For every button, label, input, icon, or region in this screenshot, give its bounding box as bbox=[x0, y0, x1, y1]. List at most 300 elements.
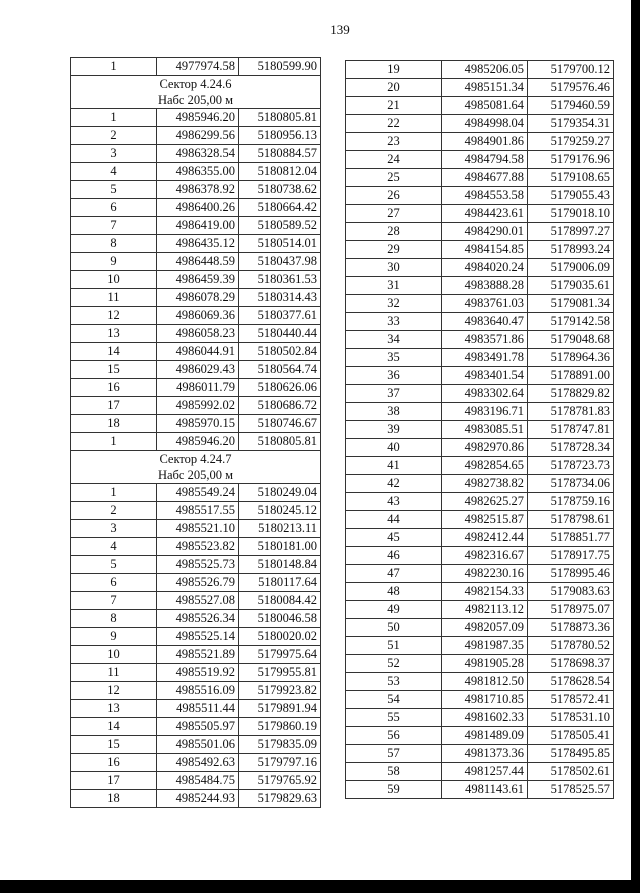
coordinate-y: 5178525.57 bbox=[528, 781, 614, 799]
coordinate-y: 5178873.36 bbox=[528, 619, 614, 637]
table-row bbox=[346, 313, 614, 331]
table-row bbox=[71, 145, 321, 163]
table-row bbox=[71, 289, 321, 307]
table-row bbox=[346, 601, 614, 619]
table-row bbox=[71, 217, 321, 235]
coordinate-y: 5180686.72 bbox=[239, 397, 321, 415]
point-number: 5 bbox=[71, 556, 157, 574]
table-row bbox=[346, 115, 614, 133]
table-row bbox=[71, 754, 321, 772]
point-number: 7 bbox=[71, 217, 157, 235]
coordinate-x: 4983640.47 bbox=[442, 313, 528, 331]
sector-header-row bbox=[71, 451, 321, 484]
table-row bbox=[346, 151, 614, 169]
table-row bbox=[71, 736, 321, 754]
coordinate-x: 4983761.03 bbox=[442, 295, 528, 313]
coordinate-y: 5178917.75 bbox=[528, 547, 614, 565]
coordinate-y: 5179829.63 bbox=[239, 790, 321, 808]
coordinate-y: 5178964.36 bbox=[528, 349, 614, 367]
point-number: 12 bbox=[71, 682, 157, 700]
table-row bbox=[346, 565, 614, 583]
coordinate-x: 4982412.44 bbox=[442, 529, 528, 547]
point-number: 47 bbox=[346, 565, 442, 583]
coordinate-y: 5180437.98 bbox=[239, 253, 321, 271]
point-number: 12 bbox=[71, 307, 157, 325]
coordinate-y: 5178628.54 bbox=[528, 673, 614, 691]
coordinate-y: 5180564.74 bbox=[239, 361, 321, 379]
coordinate-x: 4984794.58 bbox=[442, 151, 528, 169]
coordinate-y: 5178698.37 bbox=[528, 655, 614, 673]
coordinate-y: 5179955.81 bbox=[239, 664, 321, 682]
coordinate-x: 4984677.88 bbox=[442, 169, 528, 187]
coordinate-x: 4982154.33 bbox=[442, 583, 528, 601]
table-row bbox=[71, 700, 321, 718]
table-row bbox=[346, 133, 614, 151]
coordinate-x: 4986011.79 bbox=[157, 379, 239, 397]
coordinates-table-right bbox=[345, 60, 614, 799]
coordinate-y: 5179700.12 bbox=[528, 61, 614, 79]
coordinate-y: 5179576.46 bbox=[528, 79, 614, 97]
point-number: 17 bbox=[71, 397, 157, 415]
coordinate-y: 5179923.82 bbox=[239, 682, 321, 700]
table-row bbox=[346, 241, 614, 259]
point-number: 1 bbox=[71, 58, 157, 76]
coordinate-y: 5180738.62 bbox=[239, 181, 321, 199]
coordinate-y: 5179081.34 bbox=[528, 295, 614, 313]
table-row bbox=[71, 343, 321, 361]
coordinate-y: 5178891.00 bbox=[528, 367, 614, 385]
coordinate-x: 4983401.54 bbox=[442, 367, 528, 385]
point-number: 10 bbox=[71, 646, 157, 664]
table-row bbox=[346, 295, 614, 313]
coordinate-y: 5178781.83 bbox=[528, 403, 614, 421]
coordinate-x: 4981373.36 bbox=[442, 745, 528, 763]
point-number: 1 bbox=[71, 484, 157, 502]
table-row bbox=[346, 367, 614, 385]
table-row bbox=[71, 109, 321, 127]
coordinate-y: 5180812.04 bbox=[239, 163, 321, 181]
point-number: 55 bbox=[346, 709, 442, 727]
coordinate-x: 4985081.64 bbox=[442, 97, 528, 115]
coordinate-x: 4984423.61 bbox=[442, 205, 528, 223]
coordinate-y: 5180956.13 bbox=[239, 127, 321, 145]
coordinate-y: 5180502.84 bbox=[239, 343, 321, 361]
coordinate-y: 5178723.73 bbox=[528, 457, 614, 475]
coordinate-y: 5179176.96 bbox=[528, 151, 614, 169]
coordinate-x: 4985511.44 bbox=[157, 700, 239, 718]
point-number: 38 bbox=[346, 403, 442, 421]
point-number: 32 bbox=[346, 295, 442, 313]
point-number: 15 bbox=[71, 361, 157, 379]
table-row bbox=[346, 349, 614, 367]
point-number: 37 bbox=[346, 385, 442, 403]
coordinate-y: 5180117.64 bbox=[239, 574, 321, 592]
coordinate-y: 5179975.64 bbox=[239, 646, 321, 664]
table-row bbox=[346, 187, 614, 205]
point-number: 8 bbox=[71, 610, 157, 628]
coordinate-x: 4982970.86 bbox=[442, 439, 528, 457]
coordinate-y: 5180805.81 bbox=[239, 433, 321, 451]
coordinate-y: 5180361.53 bbox=[239, 271, 321, 289]
coordinate-x: 4986328.54 bbox=[157, 145, 239, 163]
coordinate-y: 5178780.52 bbox=[528, 637, 614, 655]
table-row bbox=[71, 718, 321, 736]
point-number: 7 bbox=[71, 592, 157, 610]
table-row bbox=[346, 547, 614, 565]
coordinate-y: 5180377.61 bbox=[239, 307, 321, 325]
coordinate-y: 5178728.34 bbox=[528, 439, 614, 457]
table-row bbox=[346, 745, 614, 763]
coordinate-y: 5178798.61 bbox=[528, 511, 614, 529]
coordinate-x: 4983085.51 bbox=[442, 421, 528, 439]
table-row bbox=[346, 79, 614, 97]
point-number: 23 bbox=[346, 133, 442, 151]
table-row bbox=[71, 484, 321, 502]
coordinate-y: 5179765.92 bbox=[239, 772, 321, 790]
coordinate-y: 5179108.65 bbox=[528, 169, 614, 187]
page-number: 139 bbox=[330, 22, 350, 37]
point-number: 18 bbox=[71, 415, 157, 433]
coordinate-y: 5180181.00 bbox=[239, 538, 321, 556]
point-number: 6 bbox=[71, 199, 157, 217]
coordinate-x: 4984901.86 bbox=[442, 133, 528, 151]
table-row bbox=[71, 610, 321, 628]
table-row bbox=[71, 235, 321, 253]
sector-elevation: Набс 205,00 м bbox=[157, 93, 234, 107]
point-number: 35 bbox=[346, 349, 442, 367]
coordinate-y: 5180249.04 bbox=[239, 484, 321, 502]
coordinate-y: 5180314.43 bbox=[239, 289, 321, 307]
coordinate-y: 5178993.24 bbox=[528, 241, 614, 259]
coordinate-y: 5180148.84 bbox=[239, 556, 321, 574]
coordinate-y: 5180589.52 bbox=[239, 217, 321, 235]
coordinate-y: 5179055.43 bbox=[528, 187, 614, 205]
coordinate-x: 4985992.02 bbox=[157, 397, 239, 415]
coordinate-y: 5179354.31 bbox=[528, 115, 614, 133]
point-number: 42 bbox=[346, 475, 442, 493]
coordinate-y: 5178997.27 bbox=[528, 223, 614, 241]
coordinate-y: 5179018.10 bbox=[528, 205, 614, 223]
point-number: 14 bbox=[71, 343, 157, 361]
point-number: 9 bbox=[71, 628, 157, 646]
coordinate-x: 4982515.87 bbox=[442, 511, 528, 529]
point-number: 9 bbox=[71, 253, 157, 271]
coordinate-x: 4981905.28 bbox=[442, 655, 528, 673]
point-number: 1 bbox=[71, 109, 157, 127]
sector-title: Сектор 4.24.6 bbox=[159, 77, 232, 91]
sector-elevation: Набс 205,00 м bbox=[157, 468, 234, 482]
table-row bbox=[71, 433, 321, 451]
table-row bbox=[71, 271, 321, 289]
table-row bbox=[71, 646, 321, 664]
coordinate-y: 5179460.59 bbox=[528, 97, 614, 115]
coordinate-x: 4984290.01 bbox=[442, 223, 528, 241]
point-number: 50 bbox=[346, 619, 442, 637]
coordinate-x: 4982316.67 bbox=[442, 547, 528, 565]
coordinate-x: 4985523.82 bbox=[157, 538, 239, 556]
coordinate-y: 5179006.09 bbox=[528, 259, 614, 277]
table-row bbox=[346, 97, 614, 115]
point-number: 25 bbox=[346, 169, 442, 187]
table-row bbox=[71, 574, 321, 592]
coordinate-y: 5180440.44 bbox=[239, 325, 321, 343]
point-number: 13 bbox=[71, 325, 157, 343]
point-number: 57 bbox=[346, 745, 442, 763]
coordinate-x: 4984998.04 bbox=[442, 115, 528, 133]
point-number: 26 bbox=[346, 187, 442, 205]
coordinate-y: 5180884.57 bbox=[239, 145, 321, 163]
point-number: 46 bbox=[346, 547, 442, 565]
coordinate-y: 5179860.19 bbox=[239, 718, 321, 736]
point-number: 18 bbox=[71, 790, 157, 808]
coordinate-x: 4985946.20 bbox=[157, 433, 239, 451]
table-row bbox=[346, 637, 614, 655]
coordinate-x: 4977974.58 bbox=[157, 58, 239, 76]
point-number: 21 bbox=[346, 97, 442, 115]
coordinate-y: 5178851.77 bbox=[528, 529, 614, 547]
point-number: 4 bbox=[71, 163, 157, 181]
coordinate-x: 4986419.00 bbox=[157, 217, 239, 235]
coordinate-x: 4981143.61 bbox=[442, 781, 528, 799]
table-row bbox=[346, 385, 614, 403]
coordinate-x: 4986355.00 bbox=[157, 163, 239, 181]
table-row bbox=[71, 790, 321, 808]
point-number: 39 bbox=[346, 421, 442, 439]
table-row bbox=[71, 199, 321, 217]
coordinate-x: 4986400.26 bbox=[157, 199, 239, 217]
coordinate-y: 5179083.63 bbox=[528, 583, 614, 601]
point-number: 36 bbox=[346, 367, 442, 385]
coordinate-x: 4986044.91 bbox=[157, 343, 239, 361]
coordinate-x: 4982113.12 bbox=[442, 601, 528, 619]
coordinate-y: 5180514.01 bbox=[239, 235, 321, 253]
point-number: 28 bbox=[346, 223, 442, 241]
point-number: 53 bbox=[346, 673, 442, 691]
coordinate-x: 4981489.09 bbox=[442, 727, 528, 745]
table-row bbox=[346, 223, 614, 241]
coordinate-x: 4986029.43 bbox=[157, 361, 239, 379]
coordinate-x: 4986069.36 bbox=[157, 307, 239, 325]
coordinate-x: 4981987.35 bbox=[442, 637, 528, 655]
point-number: 3 bbox=[71, 520, 157, 538]
coordinate-y: 5180599.90 bbox=[239, 58, 321, 76]
coordinate-x: 4985526.79 bbox=[157, 574, 239, 592]
coordinate-x: 4981710.85 bbox=[442, 691, 528, 709]
table-row bbox=[346, 331, 614, 349]
coordinate-x: 4984154.85 bbox=[442, 241, 528, 259]
coordinate-y: 5180213.11 bbox=[239, 520, 321, 538]
point-number: 16 bbox=[71, 754, 157, 772]
coordinate-x: 4985484.75 bbox=[157, 772, 239, 790]
point-number: 48 bbox=[346, 583, 442, 601]
point-number: 2 bbox=[71, 502, 157, 520]
coordinate-x: 4985946.20 bbox=[157, 109, 239, 127]
point-number: 1 bbox=[71, 433, 157, 451]
table-row bbox=[346, 673, 614, 691]
point-number: 2 bbox=[71, 127, 157, 145]
point-number: 58 bbox=[346, 763, 442, 781]
coordinate-x: 4985516.09 bbox=[157, 682, 239, 700]
coordinate-y: 5180084.42 bbox=[239, 592, 321, 610]
point-number: 16 bbox=[71, 379, 157, 397]
coordinate-x: 4983491.78 bbox=[442, 349, 528, 367]
point-number: 51 bbox=[346, 637, 442, 655]
coordinate-x: 4986448.59 bbox=[157, 253, 239, 271]
coordinate-x: 4985206.05 bbox=[442, 61, 528, 79]
coordinate-x: 4985501.06 bbox=[157, 736, 239, 754]
coordinate-x: 4983302.64 bbox=[442, 385, 528, 403]
coordinate-y: 5179142.58 bbox=[528, 313, 614, 331]
coordinate-x: 4985970.15 bbox=[157, 415, 239, 433]
point-number: 4 bbox=[71, 538, 157, 556]
coordinate-y: 5178829.82 bbox=[528, 385, 614, 403]
coordinate-x: 4984553.58 bbox=[442, 187, 528, 205]
table-row bbox=[346, 655, 614, 673]
table-row bbox=[71, 379, 321, 397]
point-number: 33 bbox=[346, 313, 442, 331]
coordinate-x: 4985525.14 bbox=[157, 628, 239, 646]
point-number: 52 bbox=[346, 655, 442, 673]
coordinate-y: 5180746.67 bbox=[239, 415, 321, 433]
sector-header bbox=[71, 76, 321, 109]
point-number: 29 bbox=[346, 241, 442, 259]
table-row bbox=[71, 664, 321, 682]
coordinate-x: 4985526.34 bbox=[157, 610, 239, 628]
coordinate-y: 5180245.12 bbox=[239, 502, 321, 520]
coordinate-y: 5178995.46 bbox=[528, 565, 614, 583]
point-number: 41 bbox=[346, 457, 442, 475]
table-row bbox=[346, 169, 614, 187]
coordinate-y: 5178572.41 bbox=[528, 691, 614, 709]
point-number: 31 bbox=[346, 277, 442, 295]
table-row bbox=[346, 403, 614, 421]
coordinates-table-left bbox=[70, 57, 321, 808]
point-number: 54 bbox=[346, 691, 442, 709]
coordinate-y: 5179797.16 bbox=[239, 754, 321, 772]
coordinate-x: 4982625.27 bbox=[442, 493, 528, 511]
coordinate-y: 5179259.27 bbox=[528, 133, 614, 151]
coordinate-y: 5178505.41 bbox=[528, 727, 614, 745]
coordinate-x: 4986078.29 bbox=[157, 289, 239, 307]
table-row bbox=[71, 307, 321, 325]
coordinate-x: 4983888.28 bbox=[442, 277, 528, 295]
table-row bbox=[346, 529, 614, 547]
table-row bbox=[71, 253, 321, 271]
table-row bbox=[71, 628, 321, 646]
point-number: 15 bbox=[71, 736, 157, 754]
point-number: 20 bbox=[346, 79, 442, 97]
coordinate-y: 5179048.68 bbox=[528, 331, 614, 349]
table-row bbox=[346, 205, 614, 223]
table-row bbox=[346, 475, 614, 493]
table-row bbox=[346, 727, 614, 745]
point-number: 34 bbox=[346, 331, 442, 349]
coordinate-y: 5179835.09 bbox=[239, 736, 321, 754]
coordinate-x: 4985517.55 bbox=[157, 502, 239, 520]
coordinate-x: 4981602.33 bbox=[442, 709, 528, 727]
point-number: 40 bbox=[346, 439, 442, 457]
table-row bbox=[71, 415, 321, 433]
table-row bbox=[71, 772, 321, 790]
point-number: 11 bbox=[71, 289, 157, 307]
table-row bbox=[346, 583, 614, 601]
coordinate-x: 4986435.12 bbox=[157, 235, 239, 253]
coordinate-x: 4982854.65 bbox=[442, 457, 528, 475]
coordinate-x: 4985521.89 bbox=[157, 646, 239, 664]
coordinate-y: 5178734.06 bbox=[528, 475, 614, 493]
point-number: 44 bbox=[346, 511, 442, 529]
coordinate-y: 5178747.81 bbox=[528, 421, 614, 439]
table-row bbox=[71, 502, 321, 520]
table-row bbox=[346, 61, 614, 79]
coordinate-x: 4983196.71 bbox=[442, 403, 528, 421]
table-row bbox=[346, 259, 614, 277]
table-row bbox=[346, 511, 614, 529]
coordinate-y: 5179891.94 bbox=[239, 700, 321, 718]
point-number: 27 bbox=[346, 205, 442, 223]
coordinate-y: 5180046.58 bbox=[239, 610, 321, 628]
table-row bbox=[71, 556, 321, 574]
point-number: 10 bbox=[71, 271, 157, 289]
table-row bbox=[346, 691, 614, 709]
table-row bbox=[71, 592, 321, 610]
coordinate-y: 5180805.81 bbox=[239, 109, 321, 127]
coordinate-x: 4985525.73 bbox=[157, 556, 239, 574]
coordinate-x: 4985521.10 bbox=[157, 520, 239, 538]
point-number: 5 bbox=[71, 181, 157, 199]
coordinate-y: 5178975.07 bbox=[528, 601, 614, 619]
table-row bbox=[71, 538, 321, 556]
coordinate-x: 4985527.08 bbox=[157, 592, 239, 610]
table-row bbox=[71, 397, 321, 415]
point-number: 45 bbox=[346, 529, 442, 547]
table-row bbox=[346, 763, 614, 781]
point-number: 13 bbox=[71, 700, 157, 718]
scan-border-bottom bbox=[0, 880, 640, 893]
point-number: 49 bbox=[346, 601, 442, 619]
point-number: 8 bbox=[71, 235, 157, 253]
table-row bbox=[71, 520, 321, 538]
coordinate-x: 4986459.39 bbox=[157, 271, 239, 289]
table-row bbox=[71, 682, 321, 700]
coordinate-x: 4985492.63 bbox=[157, 754, 239, 772]
coordinate-y: 5178495.85 bbox=[528, 745, 614, 763]
table-row bbox=[346, 421, 614, 439]
table-row bbox=[71, 361, 321, 379]
coordinate-x: 4985505.97 bbox=[157, 718, 239, 736]
table-row bbox=[71, 163, 321, 181]
sector-title: Сектор 4.24.7 bbox=[159, 452, 232, 466]
point-number: 59 bbox=[346, 781, 442, 799]
coordinate-y: 5180626.06 bbox=[239, 379, 321, 397]
coordinate-y: 5178531.10 bbox=[528, 709, 614, 727]
point-number: 56 bbox=[346, 727, 442, 745]
coordinate-x: 4986058.23 bbox=[157, 325, 239, 343]
coordinate-x: 4985151.34 bbox=[442, 79, 528, 97]
coordinate-x: 4985549.24 bbox=[157, 484, 239, 502]
point-number: 6 bbox=[71, 574, 157, 592]
coordinate-x: 4985244.93 bbox=[157, 790, 239, 808]
sector-header-row bbox=[71, 76, 321, 109]
table-row bbox=[346, 493, 614, 511]
coordinate-y: 5180664.42 bbox=[239, 199, 321, 217]
point-number: 19 bbox=[346, 61, 442, 79]
point-number: 43 bbox=[346, 493, 442, 511]
sector-header bbox=[71, 451, 321, 484]
coordinate-y: 5178502.61 bbox=[528, 763, 614, 781]
table-row bbox=[346, 457, 614, 475]
coordinate-y: 5180020.02 bbox=[239, 628, 321, 646]
